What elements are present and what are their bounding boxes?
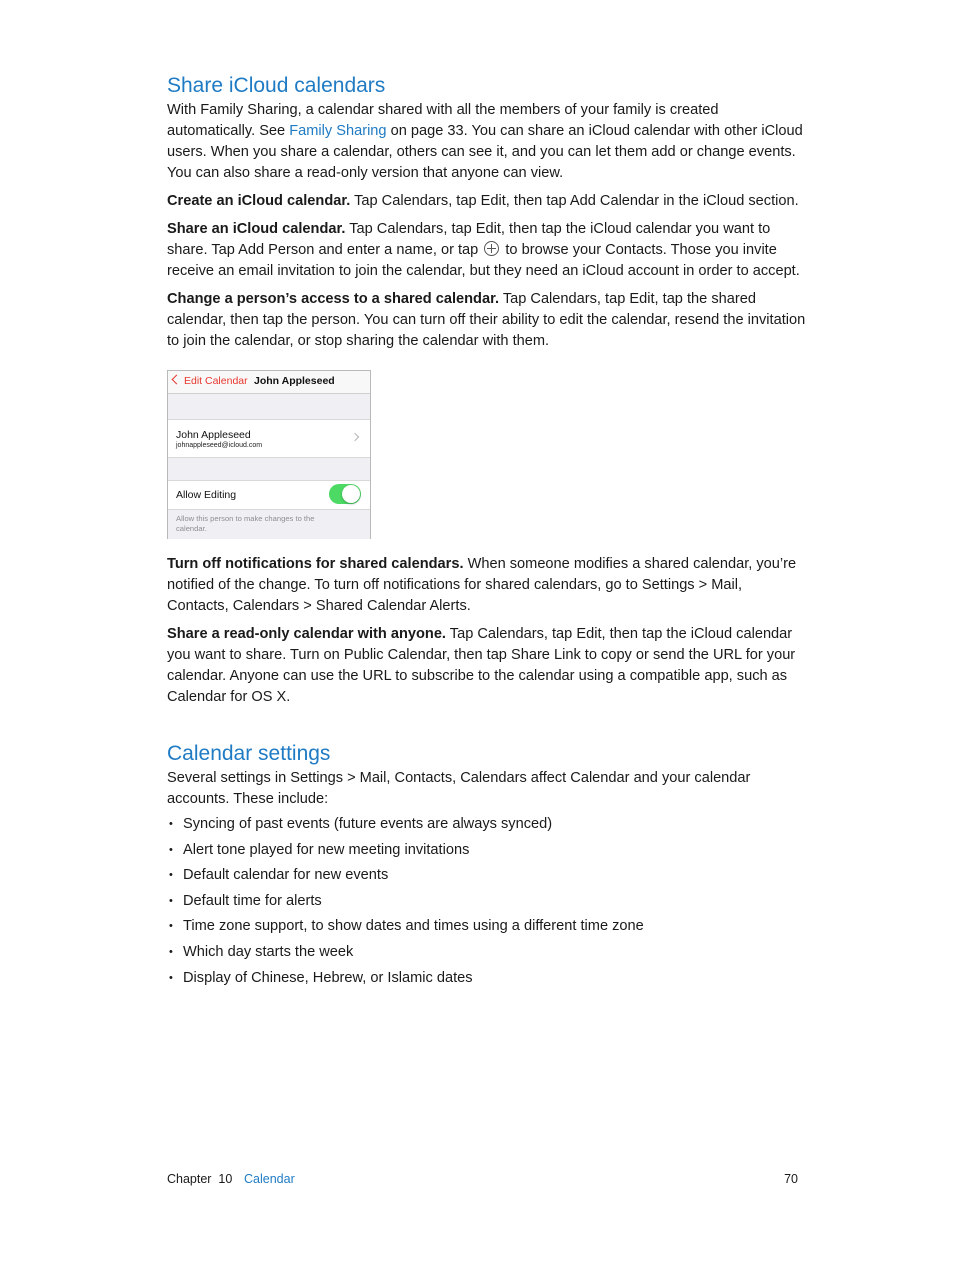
back-button[interactable]: Edit Calendar — [184, 375, 248, 387]
settings-list — [167, 814, 807, 989]
list-item: • Alert tone played for new meeting invitations — [167, 840, 807, 861]
toggle-knob — [342, 485, 360, 503]
add-contact-plus-icon — [484, 241, 499, 256]
nav-title: John Appleseed — [254, 375, 335, 387]
nav-bar — [168, 371, 370, 394]
section-heading-share-icloud: Share iCloud calendars — [167, 74, 386, 97]
share-calendar-paragraph: Share an iCloud calendar. Tap Calendars, tap Edit, then tap the iCloud calendar you want to share. Tap Add Person and enter a name, or tap to browse your Contacts. Those you invite receive an email invitation to join the calendar, but they need an iCloud account in order to accept. — [167, 221, 800, 279]
create-calendar-paragraph: Create an iCloud calendar. Tap Calendars, tap Edit, then tap Add Calendar in the iCloud section. — [167, 193, 799, 209]
change-access-paragraph: Change a person’s access to a shared calendar. Tap Calendars, tap Edit, tap the shared calendar, then tap the person. You can turn off their ability to edit the calendar, resend the invitation to join the calendar, or stop sharing the calendar with them. — [167, 291, 806, 349]
footer-chapter: Chapter 10 — [167, 1172, 233, 1186]
person-name: John Appleseed — [176, 429, 251, 441]
page-number: 70 — [784, 1172, 798, 1186]
read-only-paragraph: Share a read-only calendar with anyone. Tap Calendars, tap Edit, then tap the iCloud calendar you want to share. Turn on Public Calendar, then tap Share Link to copy or send the URL for your calendar. Anyone can use the URL to subscribe to the calendar using a compatible app, such as Calendar for OS X. — [167, 626, 796, 705]
list-item: • Default time for alerts — [167, 891, 807, 912]
list-item: • Display of Chinese, Hebrew, or Islamic dates — [167, 968, 807, 989]
allow-editing-cell — [168, 480, 370, 510]
list-item: • Syncing of past events (future events are always synced) — [167, 814, 807, 835]
allow-editing-footnote: Allow this person to make changes to the calendar. — [176, 514, 315, 533]
chevron-right-icon — [351, 433, 359, 441]
list-item: • Time zone support, to show dates and times using a different time zone — [167, 916, 807, 937]
person-cell[interactable] — [168, 419, 370, 458]
notifications-paragraph: Turn off notifications for shared calendars. When someone modifies a shared calendar, you’re notified of the change. To turn off notifications for shared calendars, go to Settings > Mail, Contacts, Calendars > Shared Calendar Alerts. — [167, 556, 797, 614]
allow-editing-toggle[interactable] — [329, 484, 361, 504]
chevron-left-icon[interactable] — [172, 375, 182, 385]
family-sharing-link[interactable]: Family Sharing — [289, 123, 387, 139]
intro-paragraph: With Family Sharing, a calendar shared with all the members of your family is created automatically. See Family Sharing on page 33. You can share an iCloud calendar with other iCloud users. When you share a calendar, others can see it, and you can let them add or change events. You can also share a read-only version that anyone can view. — [167, 102, 803, 181]
allow-editing-label: Allow Editing — [176, 489, 237, 501]
shared-calendar-screenshot — [167, 370, 371, 539]
person-email: johnappleseed@icloud.com — [176, 442, 263, 449]
page-content — [167, 72, 807, 993]
list-item: • Which day starts the week — [167, 942, 807, 963]
settings-intro: Several settings in Settings > Mail, Contacts, Calendars affect Calendar and your calendar accounts. These include: — [167, 770, 751, 807]
section-heading-calendar-settings: Calendar settings — [167, 742, 331, 765]
list-item: • Default calendar for new events — [167, 865, 807, 886]
footer-section-link[interactable]: Calendar — [244, 1172, 295, 1186]
